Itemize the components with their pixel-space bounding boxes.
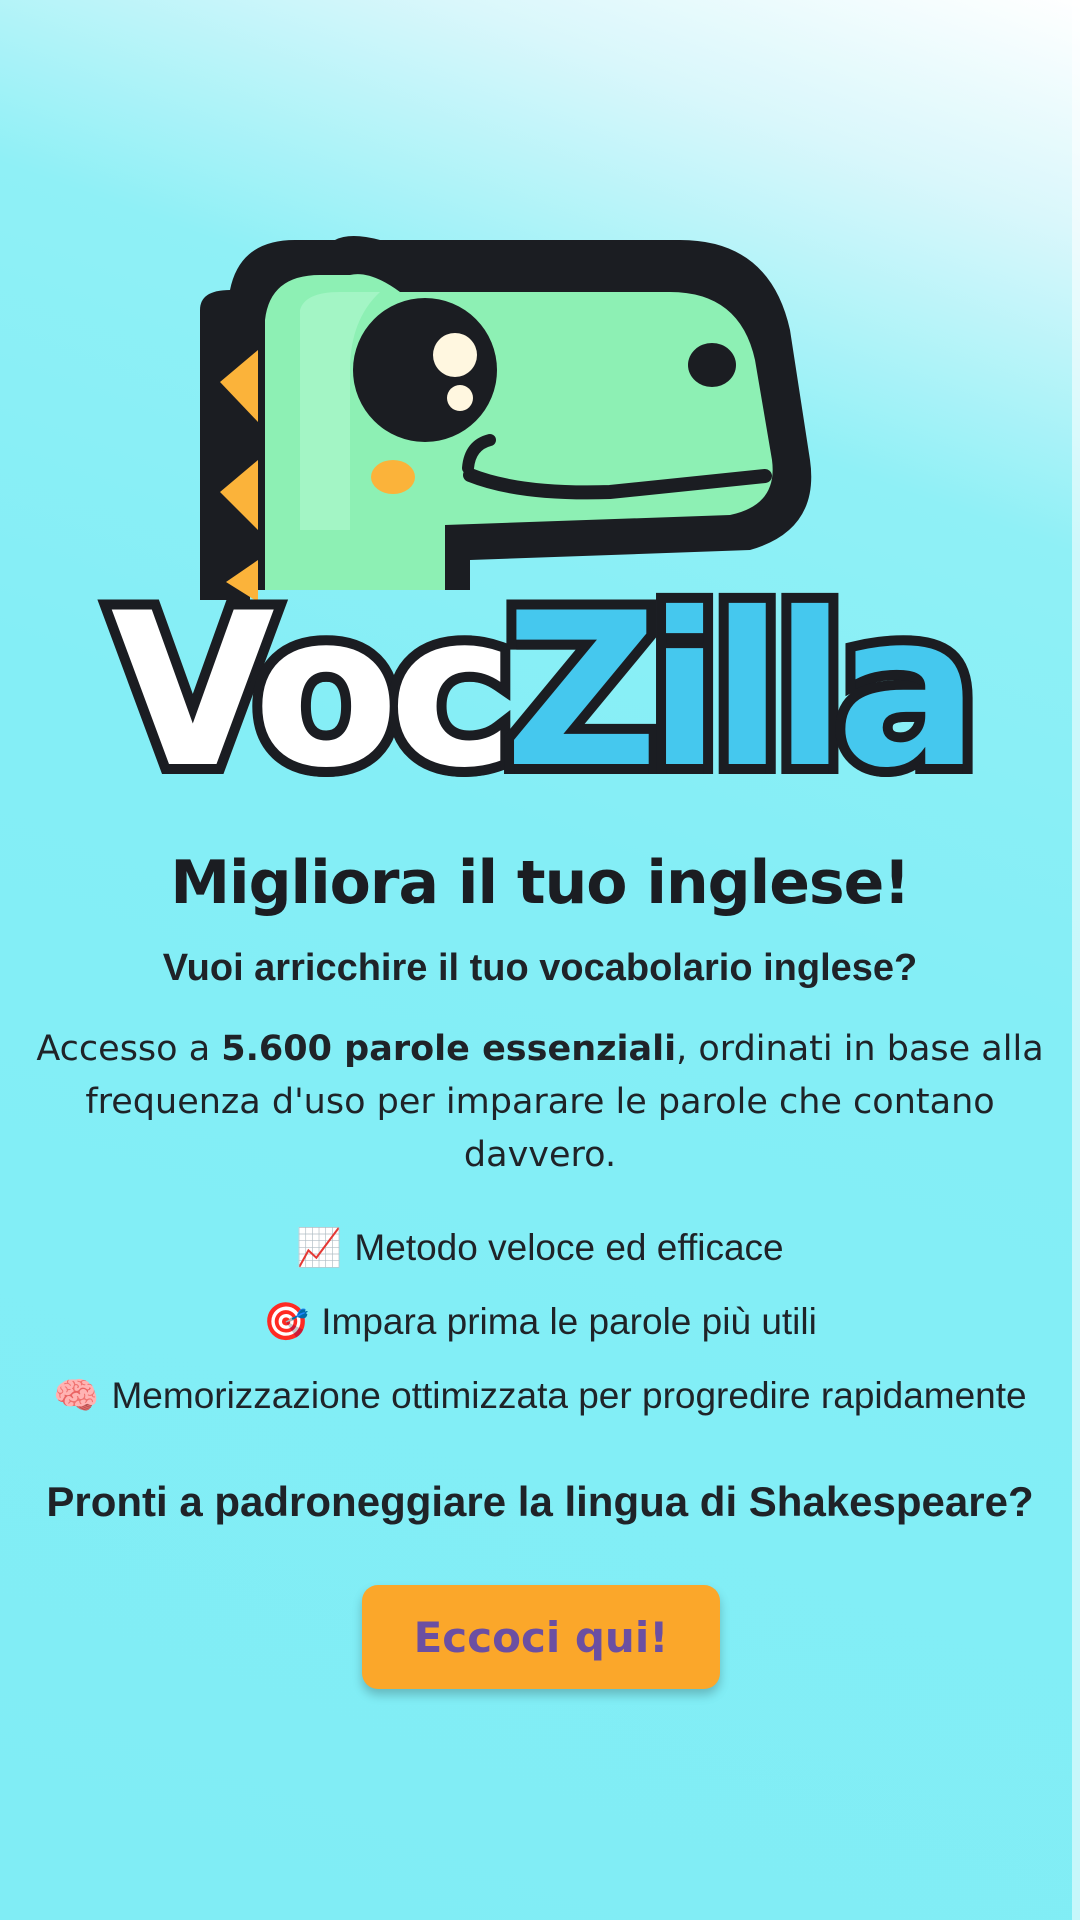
feature-text: Impara prima le parole più utili bbox=[321, 1301, 817, 1342]
page-subtitle: Vuoi arricchire il tuo vocabolario inglese? bbox=[162, 947, 918, 989]
description-suffix: , ordinati in base alla frequenza d'uso per imparare le parole che contano davvero. bbox=[85, 1029, 1044, 1175]
feature-text: Memorizzazione ottimizzata per progredire rapidamente bbox=[111, 1375, 1027, 1416]
intro-description bbox=[30, 1023, 1050, 1182]
feature-item bbox=[0, 1370, 1080, 1444]
start-button[interactable]: Eccoci qui! bbox=[362, 1585, 720, 1689]
feature-list bbox=[0, 1222, 1080, 1444]
logo-text-zilla: Zilla bbox=[504, 567, 970, 814]
description-highlight: 5.600 parole essenziali bbox=[221, 1029, 677, 1069]
chart-increasing-icon: 📈 bbox=[296, 1227, 343, 1268]
logo-wordmark bbox=[50, 567, 1030, 814]
voczilla-logo bbox=[50, 230, 1030, 820]
logo-text-voc: Voc bbox=[110, 567, 505, 814]
feature-item bbox=[0, 1296, 1080, 1370]
scrollbar[interactable] bbox=[1072, 0, 1080, 1920]
feature-item bbox=[0, 1222, 1080, 1296]
description-prefix: Accesso a bbox=[36, 1029, 222, 1069]
cta-question: Pronti a padroneggiare la lingua di Shakespeare? bbox=[46, 1478, 1034, 1525]
feature-text: Metodo veloce ed efficace bbox=[354, 1227, 784, 1268]
brain-icon: 🧠 bbox=[53, 1375, 100, 1416]
target-icon: 🎯 bbox=[263, 1301, 310, 1342]
page-title: Migliora il tuo inglese! bbox=[170, 848, 910, 918]
